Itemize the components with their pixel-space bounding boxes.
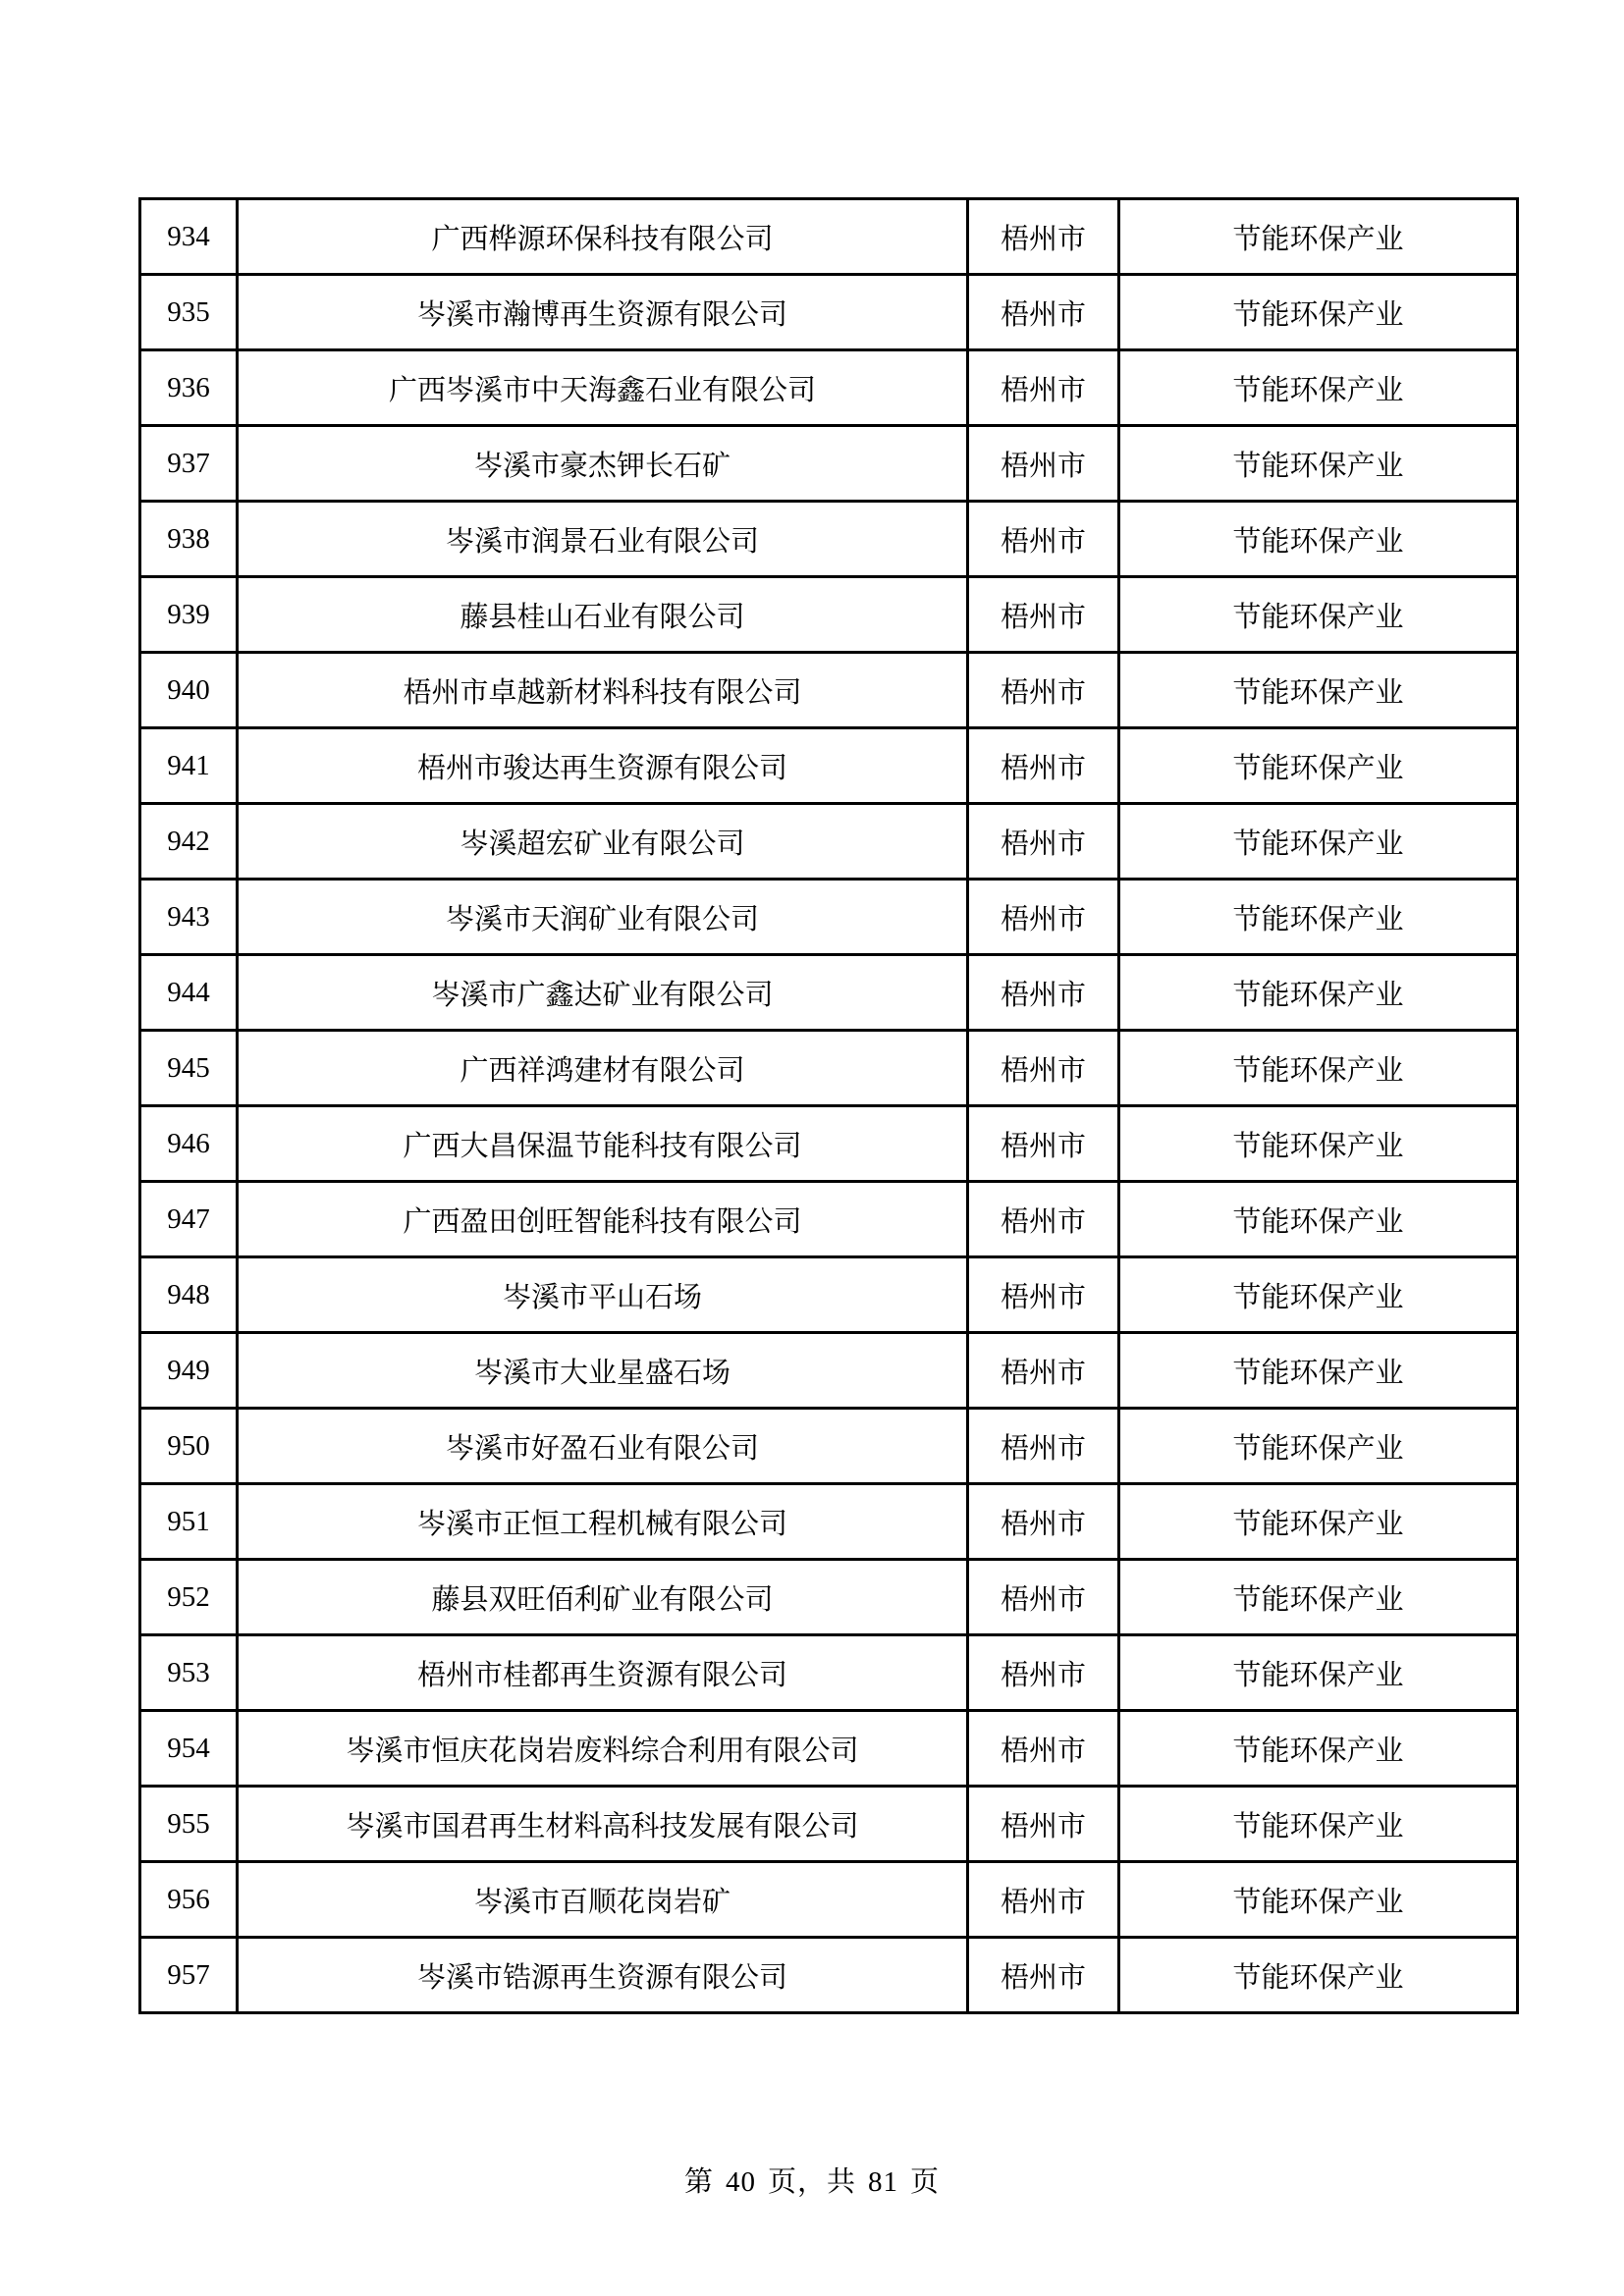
table-row <box>140 577 1518 653</box>
table-row <box>140 1862 1518 1938</box>
row-number-cell: 945 <box>140 1031 238 1106</box>
industry-cell: 节能环保产业 <box>1119 880 1518 955</box>
table-row <box>140 1484 1518 1560</box>
city-cell: 梧州市 <box>968 1711 1119 1787</box>
company-name-cell: 岑溪市正恒工程机械有限公司 <box>238 1484 968 1560</box>
city-cell: 梧州市 <box>968 1333 1119 1409</box>
table-row <box>140 1409 1518 1484</box>
industry-cell: 节能环保产业 <box>1119 728 1518 804</box>
city-cell: 梧州市 <box>968 1862 1119 1938</box>
industry-cell: 节能环保产业 <box>1119 955 1518 1031</box>
company-name-cell: 藤县双旺佰利矿业有限公司 <box>238 1560 968 1635</box>
row-number-cell: 936 <box>140 350 238 426</box>
city-cell: 梧州市 <box>968 577 1119 653</box>
industry-cell: 节能环保产业 <box>1119 275 1518 350</box>
row-number-cell: 940 <box>140 653 238 728</box>
company-name-cell: 广西岑溪市中天海鑫石业有限公司 <box>238 350 968 426</box>
table-row <box>140 275 1518 350</box>
row-number-cell: 954 <box>140 1711 238 1787</box>
city-cell: 梧州市 <box>968 1182 1119 1257</box>
table-row <box>140 1031 1518 1106</box>
table-row <box>140 1182 1518 1257</box>
footer-prefix: 第 <box>683 2166 714 2198</box>
table-row <box>140 1106 1518 1182</box>
company-name-cell: 广西盈田创旺智能科技有限公司 <box>238 1182 968 1257</box>
table-row <box>140 955 1518 1031</box>
company-name-cell: 岑溪市好盈石业有限公司 <box>238 1409 968 1484</box>
table-row <box>140 1635 1518 1711</box>
industry-cell: 节能环保产业 <box>1119 1409 1518 1484</box>
table-row <box>140 804 1518 880</box>
city-cell: 梧州市 <box>968 502 1119 577</box>
footer-page-number: 40 <box>725 2166 756 2198</box>
city-cell: 梧州市 <box>968 1938 1119 2013</box>
city-cell: 梧州市 <box>968 426 1119 502</box>
industry-cell: 节能环保产业 <box>1119 1106 1518 1182</box>
row-number-cell: 952 <box>140 1560 238 1635</box>
table-row <box>140 880 1518 955</box>
industry-cell: 节能环保产业 <box>1119 1938 1518 2013</box>
city-cell: 梧州市 <box>968 1106 1119 1182</box>
industry-cell: 节能环保产业 <box>1119 577 1518 653</box>
company-name-cell: 广西祥鸿建材有限公司 <box>238 1031 968 1106</box>
row-number-cell: 944 <box>140 955 238 1031</box>
city-cell: 梧州市 <box>968 1257 1119 1333</box>
city-cell: 梧州市 <box>968 728 1119 804</box>
city-cell: 梧州市 <box>968 350 1119 426</box>
industry-cell: 节能环保产业 <box>1119 1484 1518 1560</box>
industry-cell: 节能环保产业 <box>1119 1560 1518 1635</box>
industry-cell: 节能环保产业 <box>1119 1787 1518 1862</box>
company-name-cell: 梧州市卓越新材料科技有限公司 <box>238 653 968 728</box>
city-cell: 梧州市 <box>968 1787 1119 1862</box>
company-name-cell: 岑溪市平山石场 <box>238 1257 968 1333</box>
footer-suffix: 页 <box>910 2166 941 2198</box>
table-row <box>140 1257 1518 1333</box>
row-number-cell: 937 <box>140 426 238 502</box>
company-name-cell: 广西桦源环保科技有限公司 <box>238 199 968 275</box>
city-cell: 梧州市 <box>968 275 1119 350</box>
industry-cell: 节能环保产业 <box>1119 426 1518 502</box>
row-number-cell: 943 <box>140 880 238 955</box>
table-row <box>140 1711 1518 1787</box>
industry-cell: 节能环保产业 <box>1119 350 1518 426</box>
row-number-cell: 950 <box>140 1409 238 1484</box>
company-name-cell: 岑溪市国君再生材料高科技发展有限公司 <box>238 1787 968 1862</box>
company-name-cell: 岑溪市豪杰钾长石矿 <box>238 426 968 502</box>
city-cell: 梧州市 <box>968 1031 1119 1106</box>
table-row <box>140 1787 1518 1862</box>
table-row <box>140 728 1518 804</box>
company-name-cell: 岑溪市润景石业有限公司 <box>238 502 968 577</box>
industry-cell: 节能环保产业 <box>1119 1862 1518 1938</box>
row-number-cell: 955 <box>140 1787 238 1862</box>
row-number-cell: 951 <box>140 1484 238 1560</box>
company-name-cell: 梧州市桂都再生资源有限公司 <box>238 1635 968 1711</box>
industry-cell: 节能环保产业 <box>1119 199 1518 275</box>
company-name-cell: 岑溪市百顺花岗岩矿 <box>238 1862 968 1938</box>
industry-cell: 节能环保产业 <box>1119 804 1518 880</box>
row-number-cell: 947 <box>140 1182 238 1257</box>
page-footer <box>0 2160 1624 2200</box>
city-cell: 梧州市 <box>968 653 1119 728</box>
city-cell: 梧州市 <box>968 1560 1119 1635</box>
table-row <box>140 1333 1518 1409</box>
table-row <box>140 199 1518 275</box>
footer-total-pages: 81 <box>868 2166 898 2198</box>
city-cell: 梧州市 <box>968 880 1119 955</box>
row-number-cell: 942 <box>140 804 238 880</box>
industry-cell: 节能环保产业 <box>1119 1182 1518 1257</box>
company-name-cell: 岑溪市大业星盛石场 <box>238 1333 968 1409</box>
industry-cell: 节能环保产业 <box>1119 502 1518 577</box>
row-number-cell: 939 <box>140 577 238 653</box>
table-row <box>140 502 1518 577</box>
city-cell: 梧州市 <box>968 199 1119 275</box>
table-row <box>140 1938 1518 2013</box>
company-name-cell: 岑溪超宏矿业有限公司 <box>238 804 968 880</box>
company-name-cell: 岑溪市广鑫达矿业有限公司 <box>238 955 968 1031</box>
row-number-cell: 957 <box>140 1938 238 2013</box>
city-cell: 梧州市 <box>968 1409 1119 1484</box>
table-row <box>140 653 1518 728</box>
industry-cell: 节能环保产业 <box>1119 1031 1518 1106</box>
row-number-cell: 953 <box>140 1635 238 1711</box>
company-name-cell: 广西大昌保温节能科技有限公司 <box>238 1106 968 1182</box>
table-row <box>140 426 1518 502</box>
company-name-cell: 岑溪市锆源再生资源有限公司 <box>238 1938 968 2013</box>
company-name-cell: 岑溪市恒庆花岗岩废料综合利用有限公司 <box>238 1711 968 1787</box>
industry-cell: 节能环保产业 <box>1119 1635 1518 1711</box>
row-number-cell: 935 <box>140 275 238 350</box>
company-name-cell: 藤县桂山石业有限公司 <box>238 577 968 653</box>
industry-cell: 节能环保产业 <box>1119 1711 1518 1787</box>
footer-mid: 页，共 <box>767 2166 856 2198</box>
company-table-body <box>140 199 1518 2013</box>
row-number-cell: 948 <box>140 1257 238 1333</box>
row-number-cell: 956 <box>140 1862 238 1938</box>
row-number-cell: 941 <box>140 728 238 804</box>
city-cell: 梧州市 <box>968 804 1119 880</box>
row-number-cell: 934 <box>140 199 238 275</box>
industry-cell: 节能环保产业 <box>1119 653 1518 728</box>
row-number-cell: 949 <box>140 1333 238 1409</box>
row-number-cell: 938 <box>140 502 238 577</box>
row-number-cell: 946 <box>140 1106 238 1182</box>
city-cell: 梧州市 <box>968 1484 1119 1560</box>
city-cell: 梧州市 <box>968 955 1119 1031</box>
industry-cell: 节能环保产业 <box>1119 1333 1518 1409</box>
industry-cell: 节能环保产业 <box>1119 1257 1518 1333</box>
company-table <box>138 197 1519 2014</box>
table-row <box>140 1560 1518 1635</box>
city-cell: 梧州市 <box>968 1635 1119 1711</box>
table-row <box>140 350 1518 426</box>
company-name-cell: 岑溪市瀚博再生资源有限公司 <box>238 275 968 350</box>
company-name-cell: 岑溪市天润矿业有限公司 <box>238 880 968 955</box>
company-name-cell: 梧州市骏达再生资源有限公司 <box>238 728 968 804</box>
